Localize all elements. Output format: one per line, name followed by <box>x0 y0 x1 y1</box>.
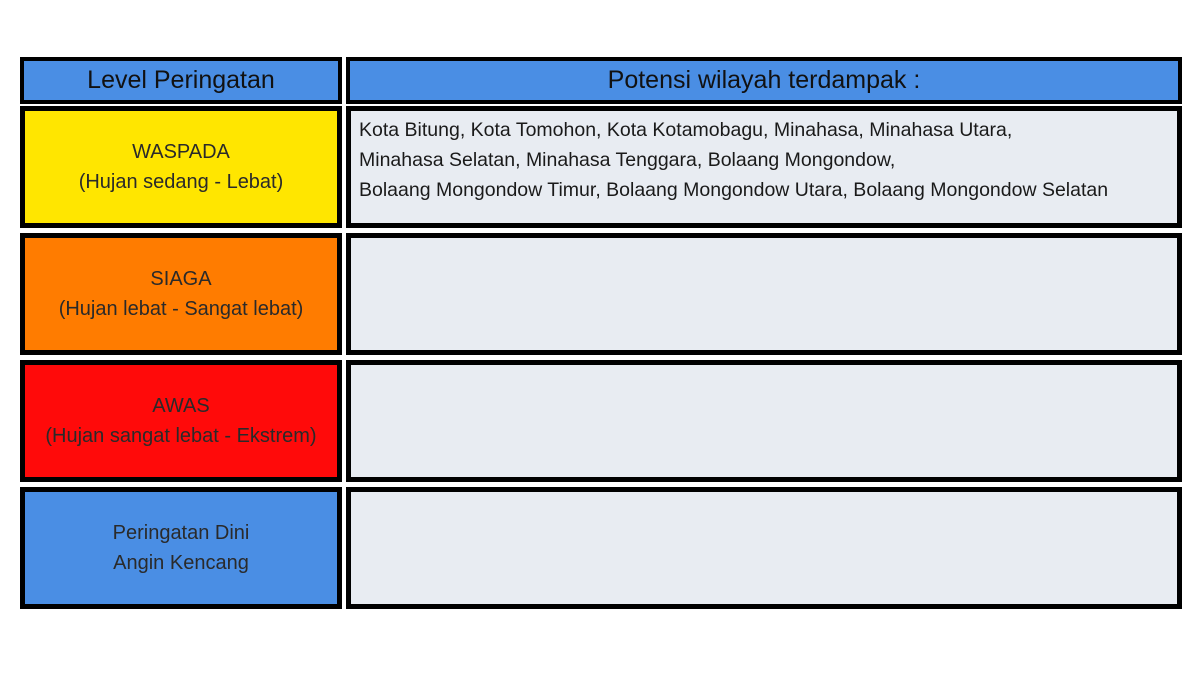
level-cell-siaga <box>20 233 342 355</box>
area-header-label: Potensi wilayah terdampak : <box>607 66 921 94</box>
level-desc: (Hujan sedang - Lebat) <box>78 171 284 193</box>
level-cell-waspada <box>20 106 342 228</box>
level-cell-angin-kencang <box>20 487 342 609</box>
level-header <box>20 57 342 104</box>
area-text <box>359 115 1169 205</box>
level-name: AWAS <box>152 395 210 417</box>
level-header-label: Level Peringatan <box>87 66 275 94</box>
area-cell-waspada <box>346 106 1182 228</box>
level-name: WASPADA <box>132 141 230 163</box>
area-line: Bolaang Mongondow Timur, Bolaang Mongondow Utara, Bolaang Mongondow Selatan <box>359 179 1109 201</box>
area-line: Kota Bitung, Kota Tomohon, Kota Kotamobagu, Minahasa, Minahasa Utara, <box>359 119 1013 141</box>
level-cell-awas <box>20 360 342 482</box>
area-cell-awas <box>346 360 1182 482</box>
area-header <box>346 57 1182 104</box>
area-cell-angin-kencang <box>346 487 1182 609</box>
level-desc: Angin Kencang <box>113 552 249 574</box>
area-cell-siaga <box>346 233 1182 355</box>
level-desc: (Hujan lebat - Sangat lebat) <box>58 298 304 320</box>
level-desc: (Hujan sangat lebat - Ekstrem) <box>45 425 317 447</box>
area-line: Minahasa Selatan, Minahasa Tenggara, Bolaang Mongondow, <box>359 149 896 171</box>
level-name: SIAGA <box>150 268 212 290</box>
level-name: Peringatan Dini <box>112 522 250 544</box>
